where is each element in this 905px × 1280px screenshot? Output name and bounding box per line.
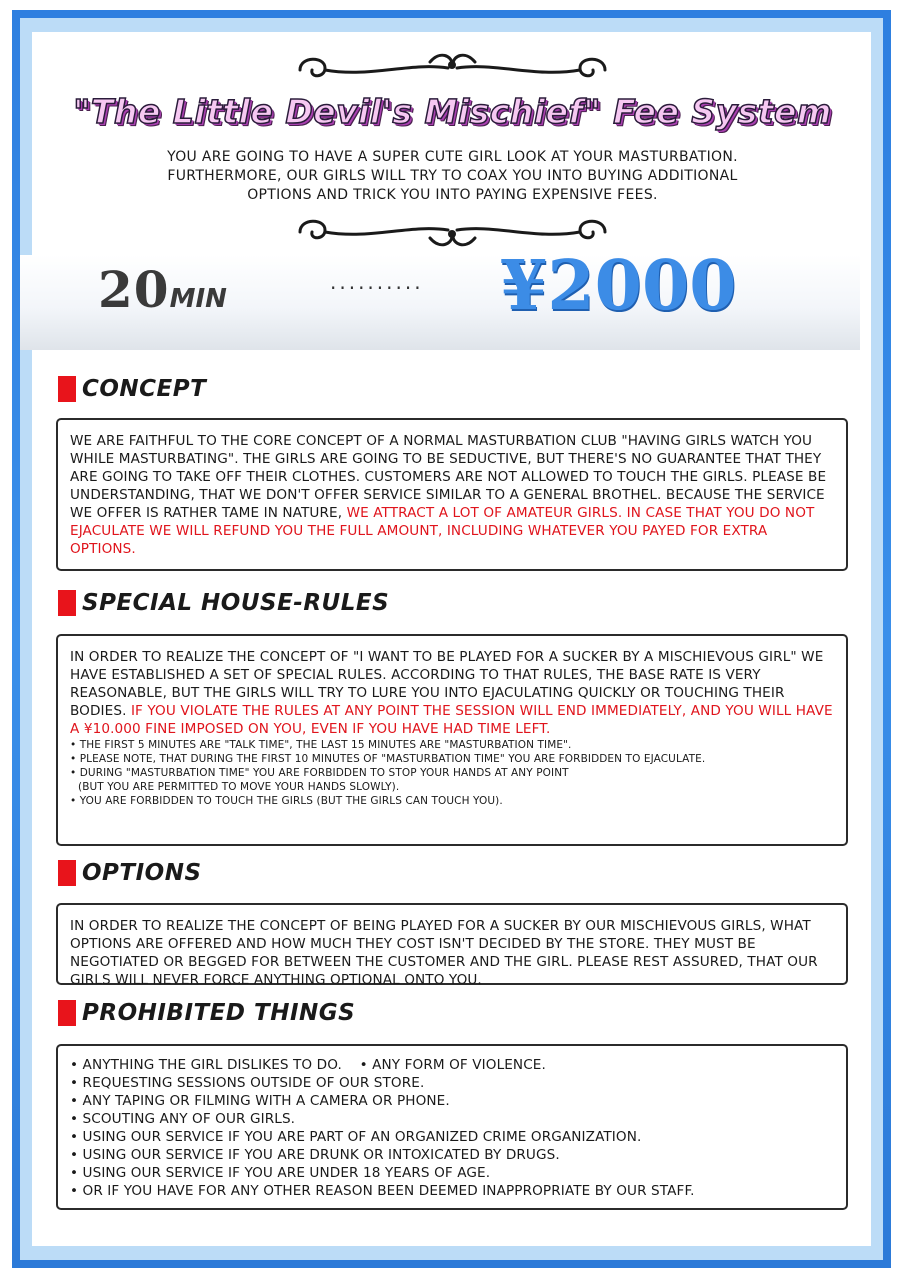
house-rules-text-highlight: IF YOU VIOLATE THE RULES AT ANY POINT THE SESSION WILL END IMMEDIATELY, AND YOU WILL HAVE A ¥10.000 FINE IMPOSED ON YOU, EVEN IF YOU HAVE HAD TIME LEFT. — [70, 703, 833, 737]
options-box — [56, 903, 848, 988]
concept-text — [70, 432, 835, 558]
prohibited-item: • USING OUR SERVICE IF YOU ARE PART OF AN ORGANIZED CRIME ORGANIZATION. — [70, 1129, 642, 1145]
concept-text-main: WE ARE FAITHFUL TO THE CORE CONCEPT OF A NORMAL MASTURBATION CLUB "HAVING GIRLS WATCH YOU WHILE MASTURBATING". THE GIRLS ARE GOING TO BE SEDUCTIVE, BUT THERE'S NO GUARANTEE THAT THEY ARE GOING TO TAKE OFF THEIR CLOTHES. CUSTOMERS ARE NOT ALLOWED TO TOUCH THE GIRLS. PLEASE BE UNDERSTANDING, THAT WE DON'T OFFER SERVICE SIMILAR TO A GENERAL BROTHEL. BECAUSE THE SERVICE WE OFFER IS RATHER TAME IN NATURE, — [70, 433, 827, 521]
section-heading-label: OPTIONS — [82, 860, 202, 886]
prohibited-item: • USING OUR SERVICE IF YOU ARE UNDER 18 YEARS OF AGE. — [70, 1165, 491, 1181]
red-square-icon — [58, 1000, 76, 1026]
top-ornament-icon — [280, 48, 625, 88]
house-rules-box — [56, 634, 848, 846]
price-amount: ¥2000 — [500, 246, 737, 326]
price-dots: ·········· — [330, 276, 424, 300]
duration-unit: MIN — [169, 284, 227, 314]
rule-item: • DURING "MASTURBATION TIME" YOU ARE FORBIDDEN TO STOP YOUR HANDS AT ANY POINT — [70, 767, 569, 779]
section-heading-prohibited — [58, 1000, 355, 1030]
house-rules-text — [70, 648, 835, 738]
section-heading-label: CONCEPT — [82, 376, 207, 402]
section-heading-options — [58, 860, 202, 890]
red-square-icon — [58, 590, 76, 616]
rule-item: • THE FIRST 5 MINUTES ARE "TALK TIME", THE LAST 15 MINUTES ARE "MASTURBATION TIME". — [70, 739, 572, 751]
prohibited-item: • ANY TAPING OR FILMING WITH A CAMERA OR PHONE. — [70, 1093, 450, 1109]
rules-list — [70, 738, 835, 808]
intro-line: OPTIONS AND TRICK YOU INTO PAYING EXPENSIVE FEES. — [247, 187, 658, 203]
page-title: "The Little Devil's Mischief" Fee System — [73, 92, 832, 131]
rule-item: • YOU ARE FORBIDDEN TO TOUCH THE GIRLS (BUT THE GIRLS CAN TOUCH YOU). — [70, 795, 503, 807]
prohibited-item: • OR IF YOU HAVE FOR ANY OTHER REASON BEEN DEEMED INAPPROPRIATE BY OUR STAFF. — [70, 1183, 695, 1199]
red-square-icon — [58, 376, 76, 402]
intro-text — [130, 148, 775, 205]
prohibited-item: • REQUESTING SESSIONS OUTSIDE OF OUR STORE. — [70, 1075, 425, 1091]
prohibited-box — [56, 1044, 848, 1210]
duration-number: 20 — [98, 260, 170, 319]
section-heading-concept — [58, 376, 206, 406]
price-row — [80, 246, 830, 335]
prohibited-item: • SCOUTING ANY OF OUR GIRLS. — [70, 1111, 296, 1127]
house-rules-text-main: IN ORDER TO REALIZE THE CONCEPT OF "I WANT TO BE PLAYED FOR A SUCKER BY A MISCHIEVOUS GIRL" WE HAVE ESTABLISHED A SET OF SPECIAL RULES. ACCORDING TO THAT RULES, THE BASE RATE IS VERY REASONABLE, BUT THE GIRLS WILL TRY TO LURE YOU INTO EJACULATING QUICKLY OR TOUCHING THEIR BODIES. — [70, 649, 824, 719]
concept-box — [56, 418, 848, 571]
duration — [98, 260, 227, 319]
rule-item: • PLEASE NOTE, THAT DURING THE FIRST 10 MINUTES OF "MASTURBATION TIME" YOU ARE FORBIDDEN TO EJACULATE. — [70, 753, 706, 765]
prohibited-item: • USING OUR SERVICE IF YOU ARE DRUNK OR INTOXICATED BY DRUGS. — [70, 1147, 560, 1163]
rule-item-continuation: (BUT YOU ARE PERMITTED TO MOVE YOUR HANDS SLOWLY). — [78, 781, 400, 793]
section-heading-label: PROHIBITED THINGS — [82, 1000, 356, 1026]
red-square-icon — [58, 860, 76, 886]
prohibited-item: • ANYTHING THE GIRL DISLIKES TO DO. • ANY FORM OF VIOLENCE. — [70, 1057, 546, 1073]
section-heading-house-rules — [58, 590, 389, 620]
intro-line: FURTHERMORE, OUR GIRLS WILL TRY TO COAX YOU INTO BUYING ADDITIONAL — [167, 168, 738, 184]
concept-text-highlight: WE ATTRACT A LOT OF AMATEUR GIRLS. IN CASE THAT YOU DO NOT EJACULATE WE WILL REFUND YOU THE FULL AMOUNT, INCLUDING WHATEVER YOU PAYED FOR EXTRA OPTIONS. — [70, 505, 815, 557]
section-heading-label: SPECIAL HOUSE-RULES — [82, 590, 390, 616]
intro-line: YOU ARE GOING TO HAVE A SUPER CUTE GIRL LOOK AT YOUR MASTURBATION. — [167, 149, 738, 165]
options-text: IN ORDER TO REALIZE THE CONCEPT OF BEING PLAYED FOR A SUCKER BY OUR MISCHIEVOUS GIRLS, WHAT OPTIONS ARE OFFERED AND HOW MUCH THEY COST ISN'T DECIDED BY THE STORE. THEY MUST BE NEGOTIATED OR BEGGED FOR BETWEEN THE CUSTOMER AND THE GIRL. PLEASE REST ASSURED, THAT OUR GIRLS WILL NEVER FORCE ANYTHING OPTIONAL ONTO YOU. — [70, 918, 818, 988]
